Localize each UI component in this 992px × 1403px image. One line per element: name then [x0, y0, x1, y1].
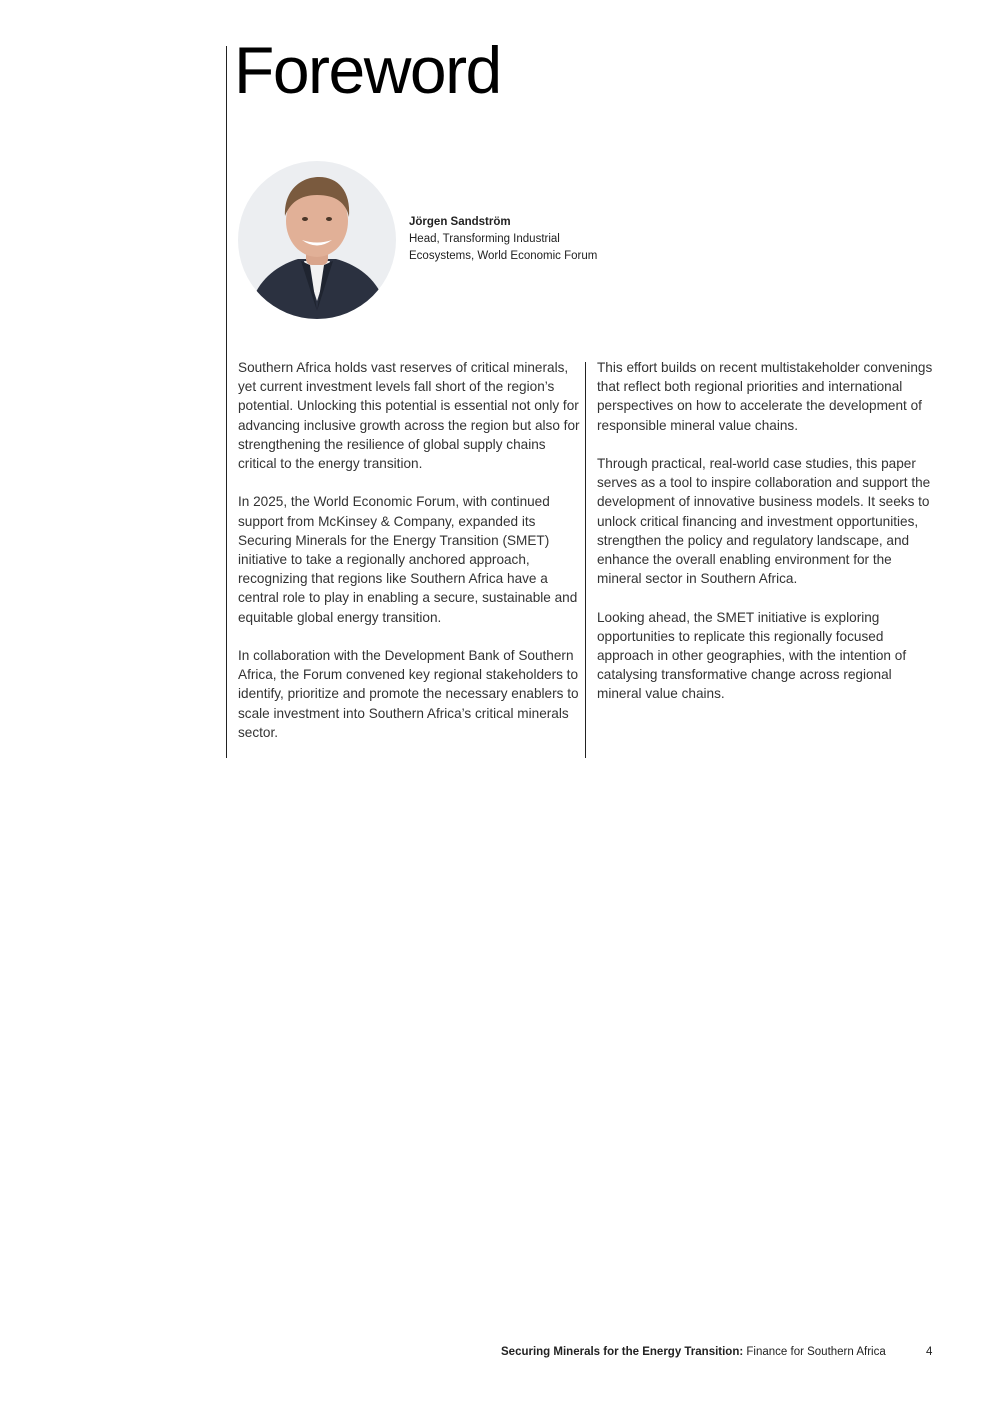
author-name: Jörgen Sandström	[409, 216, 511, 228]
author-portrait-illustration	[238, 161, 396, 319]
author-role-line-2: Ecosystems, World Economic Forum	[409, 250, 598, 262]
page-title: Foreword	[234, 33, 501, 107]
left-vertical-rule	[226, 46, 227, 758]
body-column-left	[238, 358, 583, 761]
author-portrait	[238, 161, 396, 319]
footer-subtitle: Finance for Southern Africa	[746, 1346, 886, 1358]
page-number: 4	[926, 1346, 933, 1358]
author-role-line-1: Head, Transforming Industrial	[409, 233, 560, 245]
footer-title: Securing Minerals for the Energy Transition:	[501, 1346, 744, 1358]
body-paragraph: Southern Africa holds vast reserves of critical minerals, yet current investment levels fall short of the region’s potential. Unlocking this potential is essential not only for advancing inclusive growth across the region but also for strengthening the resilience of global supply chains critical to the energy transition.	[238, 360, 580, 472]
body-paragraph: Looking ahead, the SMET initiative is exploring opportunities to replicate this regionally focused approach in other geographies, with the intention of catalysing transformative change across regional mineral value chains.	[597, 609, 907, 702]
column-divider	[585, 362, 586, 758]
body-paragraph: Through practical, real-world case studies, this paper serves as a tool to inspire collaboration and support the development of innovative business models. It seeks to unlock critical financing and investment opportunities, strengthen the policy and regulatory landscape, and enhance the overall enabling environment for the mineral sector in Southern Africa.	[597, 456, 931, 587]
body-column-right	[597, 358, 937, 723]
footer-report-title	[501, 1346, 886, 1358]
body-paragraph: This effort builds on recent multistakeholder convenings that reflect both regional priorities and international perspectives on how to accelerate the development of responsible mineral value chains.	[597, 360, 933, 433]
author-block	[409, 214, 597, 265]
body-paragraph: In 2025, the World Economic Forum, with continued support from McKinsey & Company, expanded its Securing Minerals for the Energy Transition (SMET) initiative to take a regionally anchored approach, recognizing that regions like Southern Africa have a central role to play in enabling a secure, sustainable and equitable global energy transition.	[238, 494, 578, 625]
body-paragraph: In collaboration with the Development Bank of Southern Africa, the Forum convened key regional stakeholders to identify, prioritize and promote the necessary enablers to scale investment into Southern Africa’s critical minerals sector.	[238, 648, 579, 740]
